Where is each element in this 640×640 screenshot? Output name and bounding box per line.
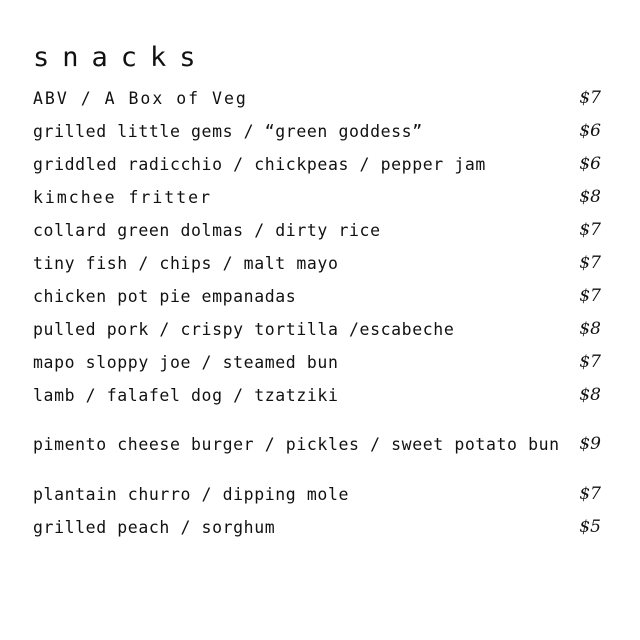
menu-item-price: $7 — [579, 220, 601, 240]
menu-item-price: $9 — [579, 434, 601, 454]
menu-item — [33, 515, 601, 539]
menu-item — [33, 482, 601, 506]
menu-item — [33, 152, 601, 176]
menu-item-name: grilled little gems / “green goddess” — [33, 121, 423, 141]
menu-item — [33, 350, 601, 374]
menu-item — [33, 185, 601, 209]
menu-item-price: $6 — [579, 121, 601, 141]
menu-item-name: chicken pot pie empanadas — [33, 286, 297, 306]
menu-item — [33, 119, 601, 143]
menu-item-name: griddled radicchio / chickpeas / pepper jam — [33, 154, 486, 174]
menu-item — [33, 317, 601, 341]
menu-title: snacks — [33, 42, 209, 73]
menu-item-name: lamb / falafel dog / tzatziki — [33, 385, 339, 405]
menu-item — [33, 432, 601, 456]
menu-item-name: ABV / A Box of Veg — [33, 88, 248, 108]
menu-item-name: pimento cheese burger / pickles / sweet potato bun — [33, 434, 560, 454]
menu-item — [33, 218, 601, 242]
menu-item-price: $7 — [579, 286, 601, 306]
menu-item-price: $8 — [579, 187, 601, 207]
menu-item-name: plantain churro / dipping mole — [33, 484, 350, 504]
menu-item-name: pulled pork / crispy tortilla /escabeche — [33, 319, 455, 339]
menu-item-price: $7 — [579, 88, 601, 108]
menu-item — [33, 86, 601, 110]
menu-item-name: tiny fish / chips / malt mayo — [33, 253, 339, 273]
menu-item-price: $7 — [579, 352, 601, 372]
menu-item-price: $7 — [579, 253, 601, 273]
menu — [33, 0, 601, 640]
menu-item — [33, 383, 601, 407]
menu-item-price: $8 — [579, 319, 601, 339]
menu-item-price: $7 — [579, 484, 601, 504]
menu-item-price: $6 — [579, 154, 601, 174]
menu-item-name: grilled peach / sorghum — [33, 517, 276, 537]
menu-item — [33, 284, 601, 308]
menu-item-price: $5 — [579, 517, 601, 537]
menu-item-price: $8 — [579, 385, 601, 405]
menu-item-name: mapo sloppy joe / steamed bun — [33, 352, 339, 372]
menu-item-name: collard green dolmas / dirty rice — [33, 220, 381, 240]
menu-item-name: kimchee fritter — [33, 187, 213, 207]
menu-item — [33, 251, 601, 275]
